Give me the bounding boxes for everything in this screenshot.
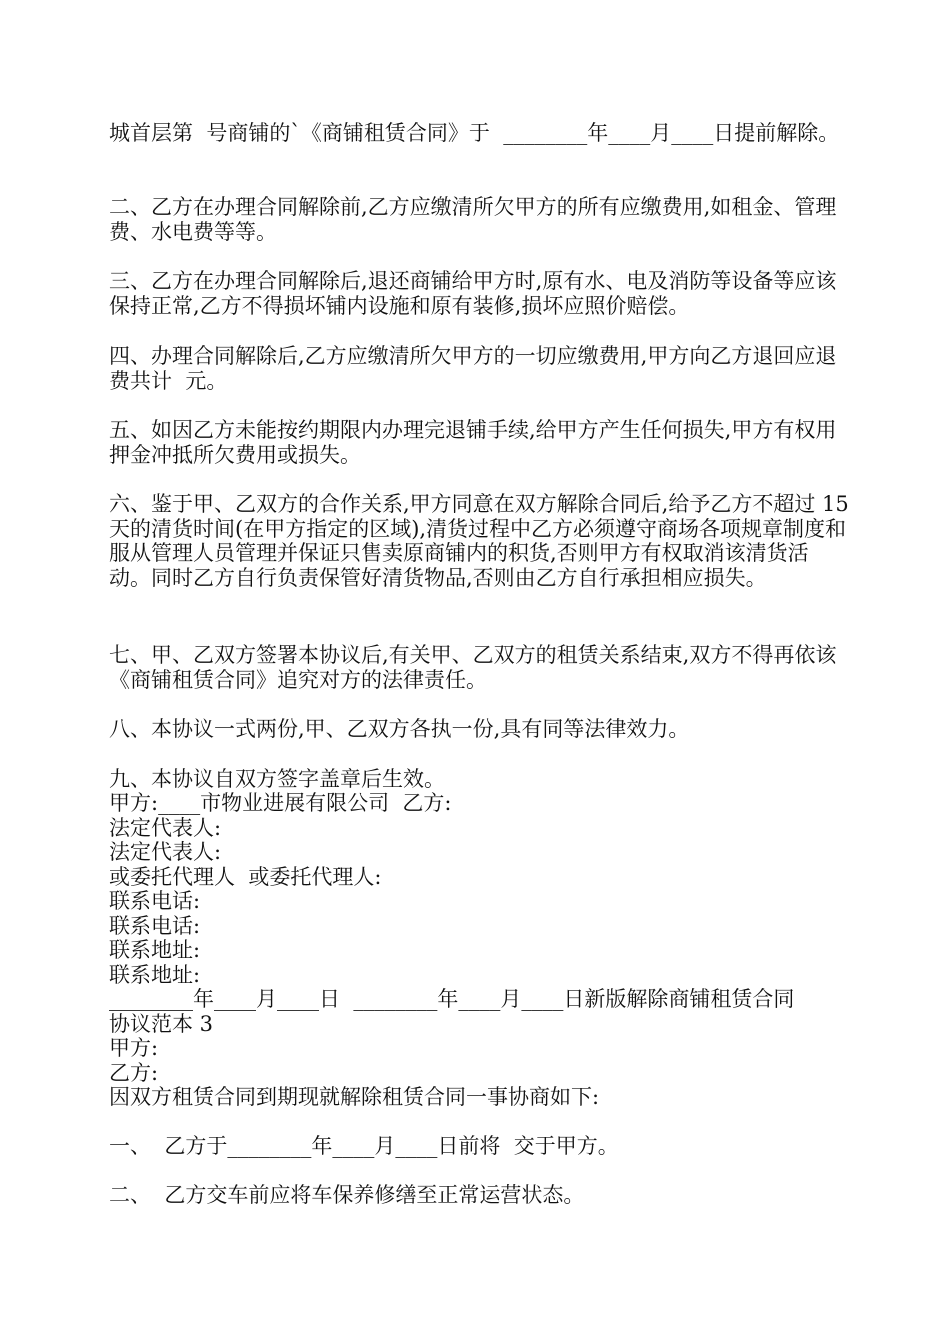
clause-2-line: 二、 乙方交车前应将车保养修缮至正常运营状态。 <box>109 1183 585 1207</box>
clause-9-line: 九、本协议自双方签字盖章后生效。 <box>109 767 445 791</box>
template-number-line: 协议范本 3 <box>109 1012 214 1036</box>
phone-line: 联系电话: <box>109 889 201 913</box>
paragraph-clause-7: 七、甲、乙双方签署本协议后,有关甲、乙双方的租赁关系结束,双方不得再依该《商铺租赁合同》追究对方的法律责任。 <box>109 643 837 692</box>
paragraph-clause-2: 二、乙方在办理合同解除前,乙方应缴清所欠甲方的所有应缴费用,如租金、管理费、水电费等等。 <box>109 195 837 244</box>
paragraph-clause-5: 五、如因乙方未能按约期限内办理完退铺手续,给甲方产生任何损失,甲方有权用押金冲抵所欠费用或损失。 <box>109 418 837 467</box>
agent-line: 或委托代理人 或委托代理人: <box>109 865 382 889</box>
party-a-label: 甲方: <box>109 1036 159 1060</box>
paragraph-clause-8: 八、本协议一式两份,甲、乙双方各执一份,具有同等法律效力。 <box>109 717 690 741</box>
address-line: 联系地址: <box>109 963 201 987</box>
agreement-intro-line: 因双方租赁合同到期现就解除租赁合同一事协商如下: <box>109 1085 600 1109</box>
legal-rep-line: 法定代表人: <box>109 816 222 840</box>
clause-1-line: 一、 乙方于________年____月____日前将 交于甲方。 <box>109 1134 619 1158</box>
legal-rep-line: 法定代表人: <box>109 840 222 864</box>
address-line: 联系地址: <box>109 938 201 962</box>
party-b-label: 乙方: <box>109 1061 159 1085</box>
paragraph-clause-3: 三、乙方在办理合同解除后,退还商铺给甲方时,原有水、电及消防等设备等应该保持正常,乙方不得损坏铺内设施和原有装修,损坏应照价赔偿。 <box>109 269 837 318</box>
paragraph-clause-4: 四、办理合同解除后,乙方应缴清所欠甲方的一切应缴费用,甲方向乙方退回应退费共计 元。 <box>109 344 837 393</box>
paragraph-termination-date: 城首层第 号商铺的`《商铺租赁合同》于 ________年____月____日提前解除。 <box>109 121 840 145</box>
phone-line: 联系电话: <box>109 914 201 938</box>
party-a-line: 甲方:____市物业进展有限公司 乙方: <box>109 791 452 815</box>
date-title-line: ________年____月____日 ________年____月____日新版解除商铺租赁合同 <box>109 987 795 1011</box>
paragraph-clause-6: 六、鉴于甲、乙双方的合作关系,甲方同意在双方解除合同后,给予乙方不超过 15 天的清货时间(在甲方指定的区域),清货过程中乙方必须遵守商场各项规章制度和服从管理人员管理并保证只售卖原商铺内的积货,否则甲方有权取消该清货活动。同时乙方自行负责保管好清货物品,否则由乙方自行承担相应损失。 <box>109 492 856 590</box>
